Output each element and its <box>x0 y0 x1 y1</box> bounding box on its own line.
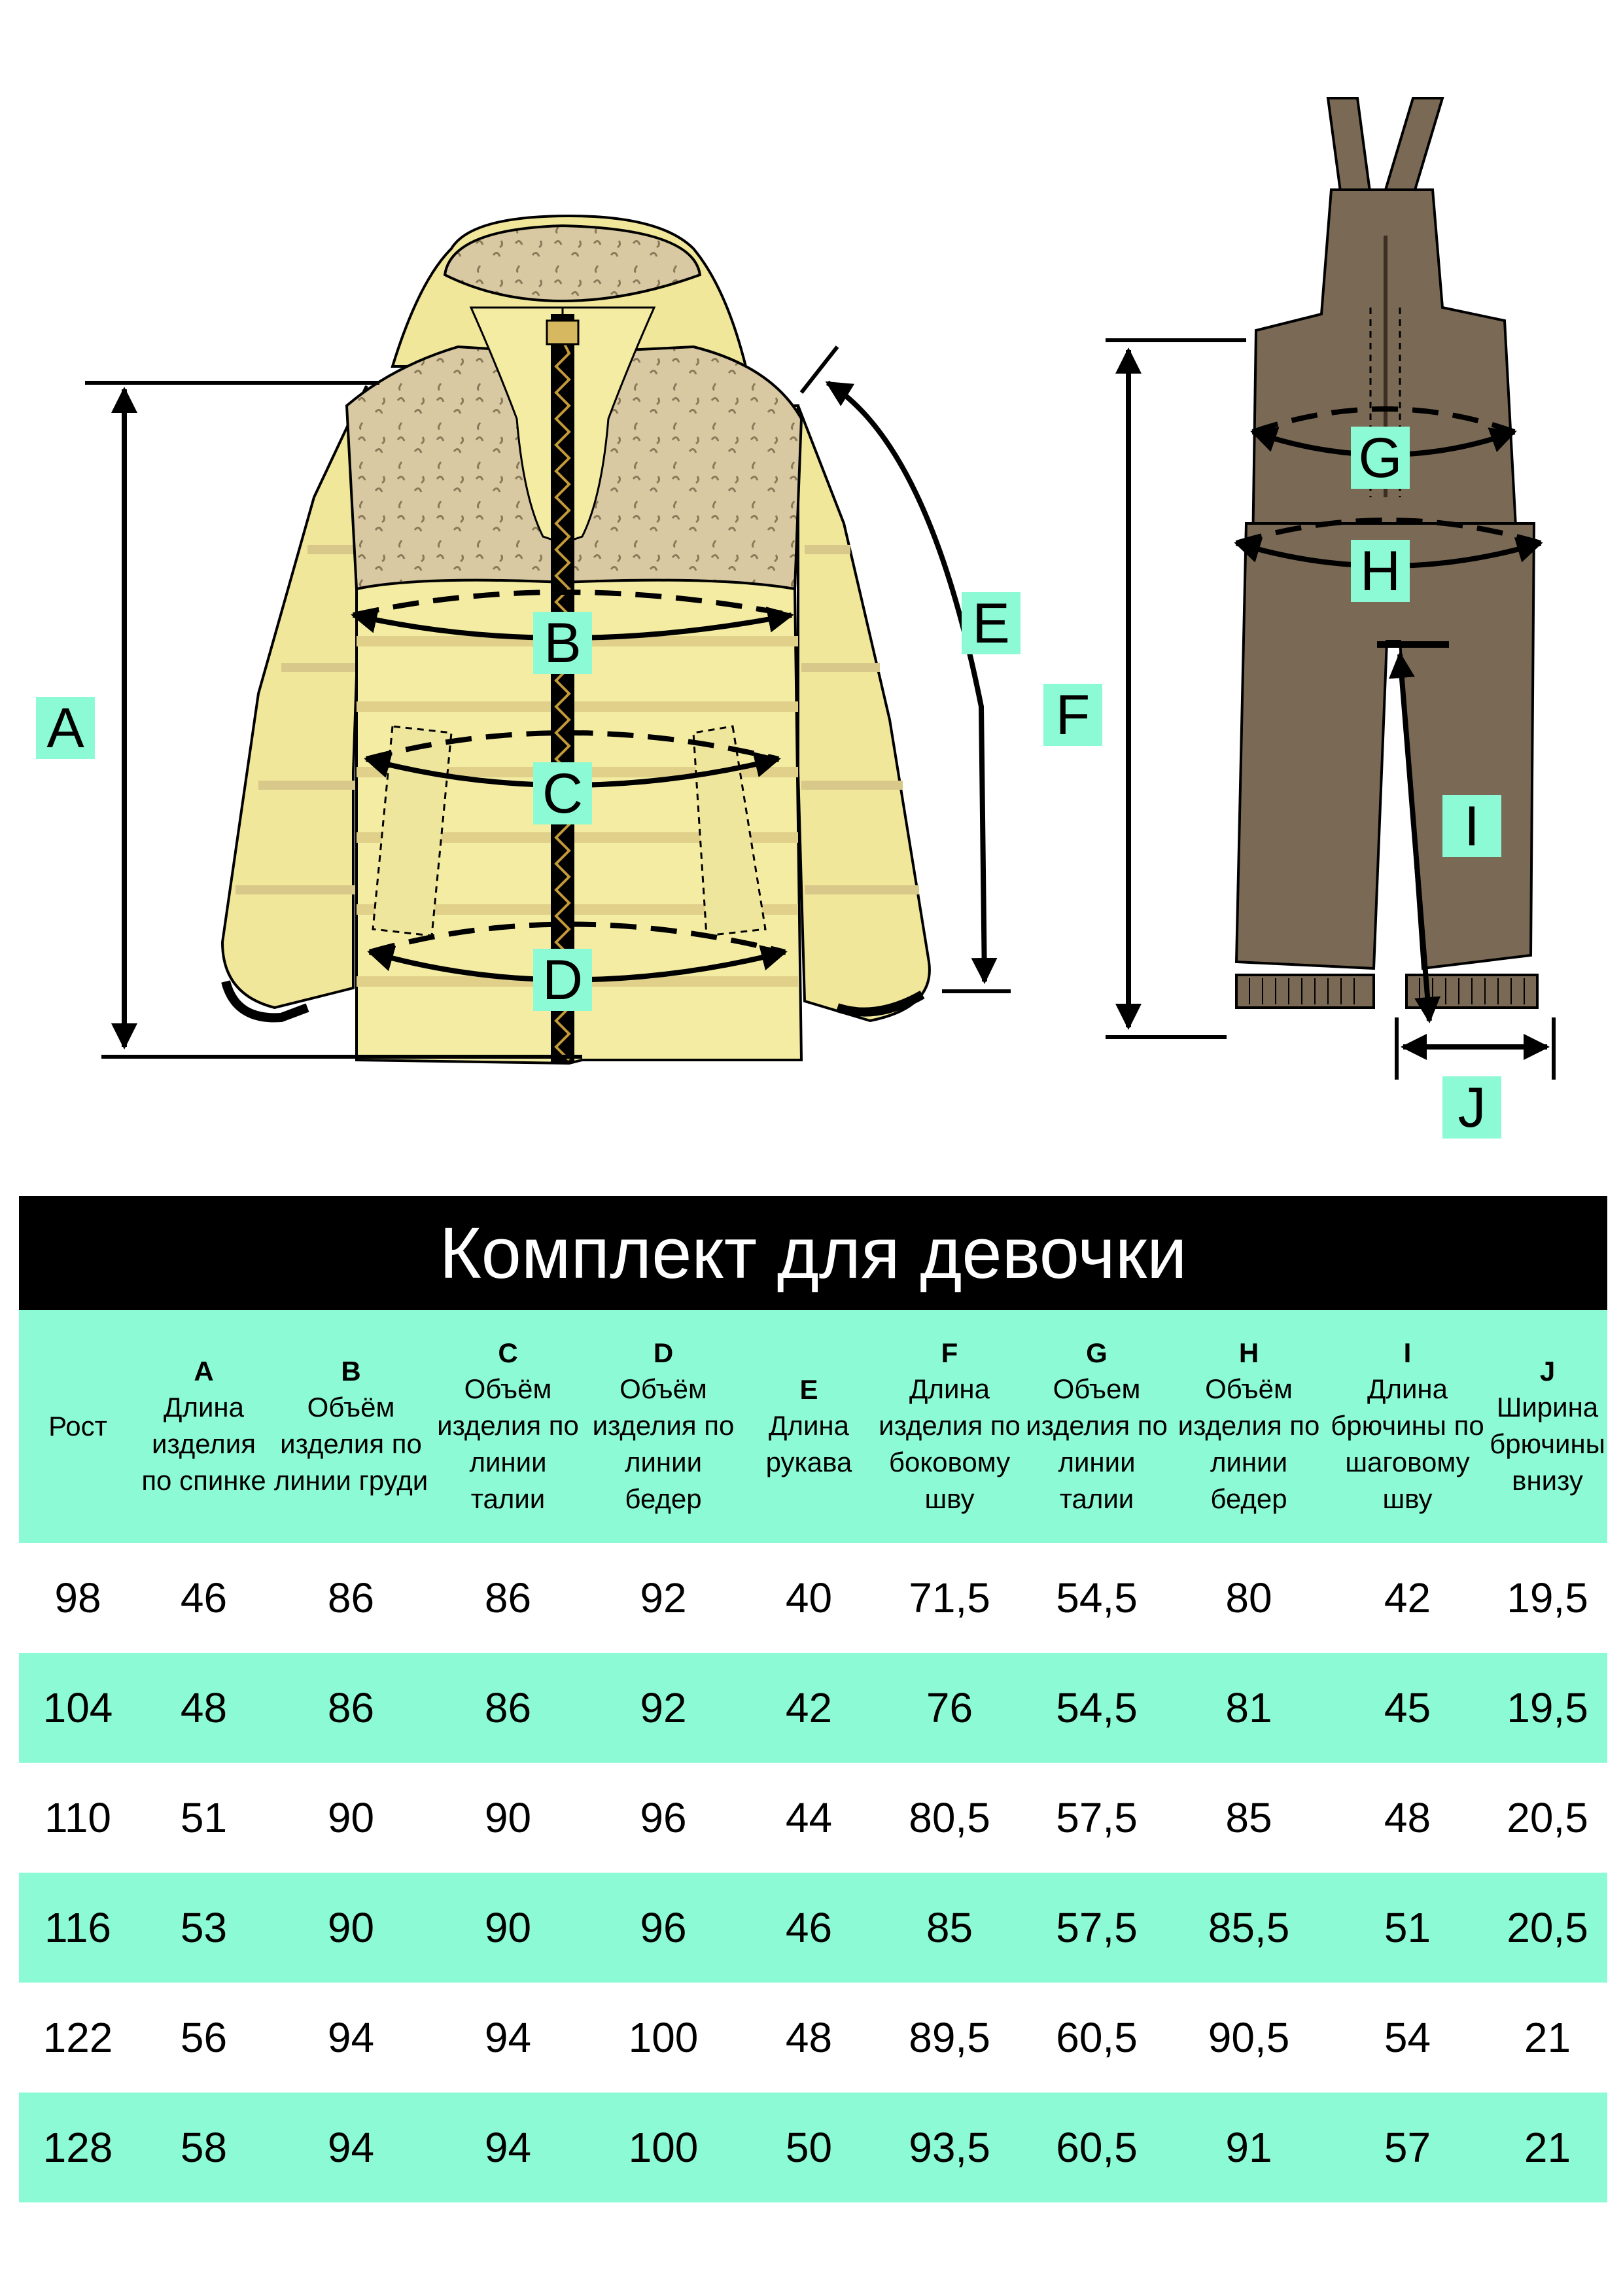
measurement-cell: 20,5 <box>1507 1794 1588 1841</box>
measurement-cell: 86 <box>271 1653 431 1763</box>
header-text: Длина изделия по спинке <box>141 1392 266 1496</box>
measurement-cell: 85,5 <box>1170 1873 1327 1983</box>
header-cell <box>19 1310 137 1543</box>
measurement-cell: 60,5 <box>1023 2093 1170 2202</box>
measurement-cell: 96 <box>640 1794 687 1841</box>
header-letter: F <box>941 1337 958 1368</box>
header-letter: E <box>799 1374 818 1405</box>
measurement-cell: 91 <box>1170 2093 1327 2202</box>
header-letter: G <box>1086 1337 1108 1368</box>
measurement-cell: 94 <box>484 2014 532 2061</box>
header-text: Длина рукава <box>765 1410 852 1477</box>
measurement-cell: 94 <box>431 2093 585 2202</box>
header-text: Объём изделия по линии груди <box>273 1392 428 1496</box>
measurement-cell: 90 <box>271 1873 431 1983</box>
measurement-cell: 94 <box>271 2093 431 2202</box>
header-text: Рост <box>48 1411 107 1441</box>
label-e: E <box>962 592 1021 654</box>
measurement-cell: 57 <box>1327 2093 1488 2202</box>
header-cell <box>431 1310 585 1543</box>
header-text: Объем изделия по линии талии <box>1026 1373 1168 1514</box>
label-g: G <box>1351 427 1410 489</box>
measurement-cell: 45 <box>1327 1653 1488 1763</box>
table-row <box>19 1983 1607 2093</box>
height-cell: 116 <box>19 1873 137 1983</box>
header-cell <box>1488 1310 1607 1543</box>
measurement-cell: 21 <box>1524 2014 1571 2061</box>
measurement-cell: 54,5 <box>1056 1574 1138 1621</box>
header-letter: D <box>653 1337 674 1368</box>
measurement-cell: 21 <box>1488 2093 1607 2202</box>
header-text: Объём изделия по линии бедер <box>592 1373 735 1514</box>
height-cell: 98 <box>54 1574 101 1621</box>
measurement-cell: 19,5 <box>1507 1574 1588 1621</box>
header-letter: C <box>498 1337 518 1368</box>
measurement-cell: 86 <box>327 1574 375 1621</box>
measurement-cell: 53 <box>137 1873 271 1983</box>
measurement-cell: 48 <box>785 2014 833 2061</box>
measurement-cell: 40 <box>785 1574 833 1621</box>
label-a: A <box>36 697 95 759</box>
measurement-cell: 100 <box>628 2014 699 2061</box>
label-d: D <box>533 949 592 1011</box>
measurement-cell: 57,5 <box>1023 1873 1170 1983</box>
table-row <box>19 1543 1607 1653</box>
header-letter: A <box>194 1356 214 1386</box>
measurement-cell: 89,5 <box>909 2014 990 2061</box>
measurement-cell: 51 <box>180 1794 228 1841</box>
measurement-cell: 42 <box>1384 1574 1431 1621</box>
header-cell <box>1023 1310 1170 1543</box>
label-b: B <box>533 612 592 674</box>
measurement-cell: 44 <box>785 1794 833 1841</box>
height-cell: 122 <box>43 2014 113 2061</box>
header-letter: H <box>1238 1337 1259 1368</box>
jacket-left-sleeve <box>222 386 366 1008</box>
measurement-cell: 92 <box>585 1653 742 1763</box>
measurement-cell: 60,5 <box>1056 2014 1138 2061</box>
table-title: Комплект для девочки <box>19 1196 1607 1310</box>
measurement-cell: 85 <box>1225 1794 1272 1841</box>
header-text: Длина изделия по боковому шву <box>879 1373 1021 1514</box>
header-cell <box>271 1310 431 1543</box>
label-j: J <box>1442 1076 1501 1139</box>
measurement-cell: 20,5 <box>1488 1873 1607 1983</box>
measurement-cell: 100 <box>585 2093 742 2202</box>
measurement-cell: 46 <box>180 1574 228 1621</box>
measurement-cell: 48 <box>1384 1794 1431 1841</box>
measurement-cell: 48 <box>137 1653 271 1763</box>
measurement-cell: 56 <box>180 2014 228 2061</box>
table-row <box>19 2093 1607 2202</box>
measurement-cell: 90,5 <box>1208 2014 1290 2061</box>
measurement-cell: 90 <box>327 1794 375 1841</box>
jacket-right-sleeve <box>798 406 930 1021</box>
measurement-cell: 19,5 <box>1488 1653 1607 1763</box>
measurement-cell: 86 <box>484 1574 532 1621</box>
measurement-cell: 85 <box>876 1873 1023 1983</box>
measurement-cell: 80 <box>1225 1574 1272 1621</box>
measurement-cell: 93,5 <box>876 2093 1023 2202</box>
measurement-cell: 94 <box>327 2014 375 2061</box>
height-cell: 110 <box>44 1794 112 1841</box>
header-cell <box>1170 1310 1327 1543</box>
measurement-cell: 80,5 <box>909 1794 990 1841</box>
header-letter: J <box>1539 1356 1556 1386</box>
header-text: Длина брючины по шаговому шву <box>1331 1373 1484 1514</box>
header-cell <box>1327 1310 1488 1543</box>
header-letter: B <box>341 1356 361 1386</box>
header-cell <box>876 1310 1023 1543</box>
measurement-cell: 90 <box>431 1873 585 1983</box>
measurement-cell: 54 <box>1384 2014 1431 2061</box>
measurement-cell: 92 <box>640 1574 687 1621</box>
measurement-cell: 57,5 <box>1056 1794 1138 1841</box>
measurement-cell: 54,5 <box>1023 1653 1170 1763</box>
measurement-cell: 96 <box>585 1873 742 1983</box>
table-row <box>19 1873 1607 1983</box>
measurement-cell: 46 <box>742 1873 876 1983</box>
header-text: Объём изделия по линии бедер <box>1178 1373 1320 1514</box>
label-f: F <box>1043 684 1102 746</box>
measurement-cell: 58 <box>137 2093 271 2202</box>
height-cell: 128 <box>19 2093 137 2202</box>
label-i: I <box>1442 795 1501 857</box>
header-cell <box>585 1310 742 1543</box>
measurement-cell: 90 <box>484 1794 532 1841</box>
measurement-cell: 86 <box>431 1653 585 1763</box>
table-row <box>19 1653 1607 1763</box>
height-cell: 104 <box>19 1653 137 1763</box>
header-letter: I <box>1403 1337 1412 1368</box>
measurement-cell: 71,5 <box>909 1574 990 1621</box>
measurement-cell: 42 <box>742 1653 876 1763</box>
size-table <box>19 1196 1607 2202</box>
header-text: Ширина брючины внизу <box>1490 1392 1605 1496</box>
measurement-cell: 50 <box>742 2093 876 2202</box>
table-row <box>19 1763 1607 1873</box>
measurement-cell: 81 <box>1170 1653 1327 1763</box>
label-c: C <box>533 762 592 824</box>
table-header-row <box>19 1310 1607 1543</box>
header-cell <box>137 1310 271 1543</box>
label-h: H <box>1351 540 1410 602</box>
header-text: Объём изделия по линии талии <box>437 1373 579 1514</box>
measurement-cell: 51 <box>1327 1873 1488 1983</box>
header-cell <box>742 1310 876 1543</box>
measurement-cell: 76 <box>876 1653 1023 1763</box>
